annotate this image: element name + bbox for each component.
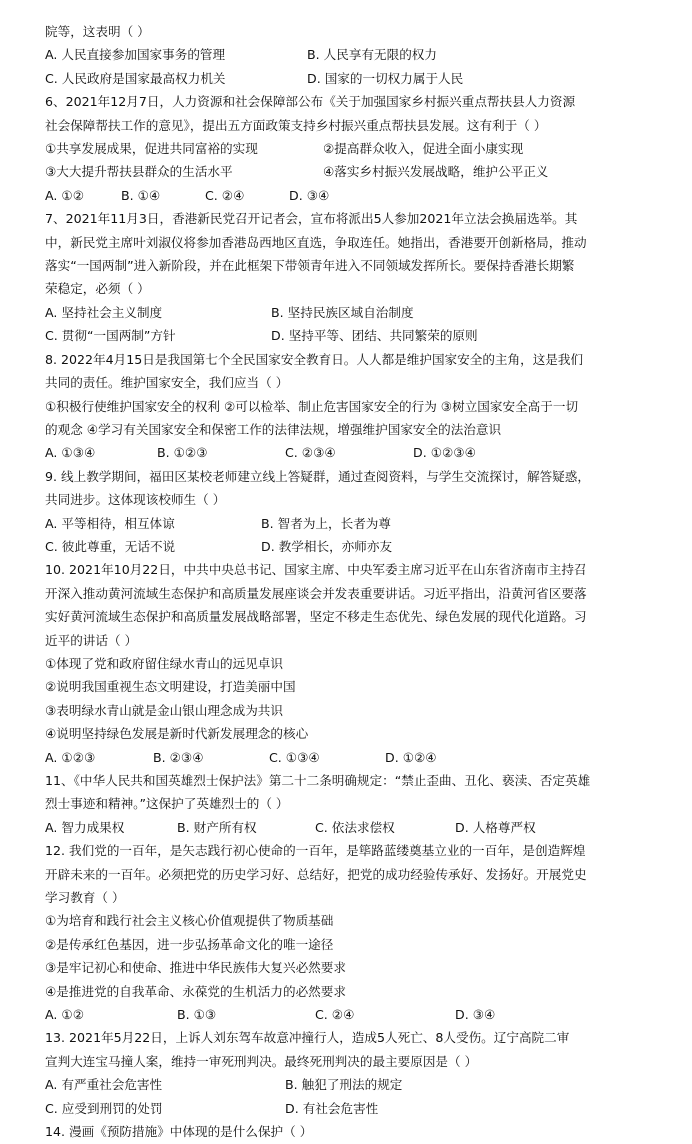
text-line: 烈士事迹和精神。”这保护了英雄烈士的（ ） xyxy=(45,796,289,812)
option-d: D. ③④ xyxy=(289,187,330,203)
statement: ④是推进党的自我革命、永葆党的生机活力的必然要求 xyxy=(45,983,346,999)
statement: ③是牢记初心和使命、推进中华民族伟大复兴必然要求 xyxy=(45,960,346,976)
option-a: A. ①③④ xyxy=(45,445,96,461)
option-a: A. ①② xyxy=(45,187,84,203)
options-row xyxy=(45,441,658,464)
option-c: C. 彼此尊重，无话不说 xyxy=(45,538,176,554)
option-b: B. 触犯了刑法的规定 xyxy=(285,1077,403,1093)
option-d: D. 国家的一切权力属于人民 xyxy=(307,70,464,86)
question-7: 7、2021年11月3日，香港新民党召开记者会，宣布将派出5人参加2021年立法会换届选举。其 xyxy=(45,211,578,227)
option-d: D. 有社会危害性 xyxy=(285,1100,379,1116)
option-a: A. 平等相待，相互体谅 xyxy=(45,515,175,531)
text-line: 荣稳定，必须（ ） xyxy=(45,281,150,297)
question-6: 6、2021年12月7日，人力资源和社会保障部公布《关于加强国家乡村振兴重点帮扶县人力资源 xyxy=(45,94,576,110)
option-b: B. 人民享有无限的权力 xyxy=(307,47,437,63)
option-c: C. 贯彻“一国两制”方针 xyxy=(45,328,176,344)
option-a: A. ①② xyxy=(45,1007,84,1023)
option-b: B. ①④ xyxy=(121,187,161,203)
text-line: 开辟未来的一百年。必须把党的历史学习好、总结好，把党的成功经验传承好、发扬好。开展党史 xyxy=(45,866,587,882)
options-row xyxy=(45,67,658,90)
option-a: A. 人民直接参加国家事务的管理 xyxy=(45,47,226,63)
statements-row xyxy=(45,137,658,160)
statement: ②提高群众收入，促进全面小康实现 xyxy=(323,141,524,157)
options-row xyxy=(45,1097,658,1120)
statement: ②说明我国重视生态文明建设，打造美丽中国 xyxy=(45,679,296,695)
question-8: 8. 2022年4月15日是我国第七个全民国家安全教育日。人人都是维护国家安全的主角，这是我们 xyxy=(45,351,584,367)
text-line: 中，新民党主席叶刘淑仪将参加香港岛西地区直选，争取连任。她指出，香港要开创新格局，推动 xyxy=(45,234,587,250)
statement: ③表明绿水青山就是金山银山理念成为共识 xyxy=(45,702,283,718)
text-line: 社会保障帮扶工作的意见》，提出五方面政策支持乡村振兴重点帮扶县发展。这有利于（ ） xyxy=(45,117,547,133)
text-line: 近平的讲话（ ） xyxy=(45,632,138,648)
text-line: ①积极行使维护国家安全的权利 ②可以检举、制止危害国家安全的行为 ③树立国家安全高于一切 xyxy=(45,398,579,414)
statement: ①体现了党和政府留住绿水青山的远见卓识 xyxy=(45,655,283,671)
statement: ①共享发展成果，促进共同富裕的实现 xyxy=(45,141,258,157)
statement: ③大大提升帮扶县群众的生活水平 xyxy=(45,164,233,180)
option-c: C. ②④ xyxy=(205,187,245,203)
option-b: B. ①③ xyxy=(177,1007,217,1023)
option-c: C. 人民政府是国家最高权力机关 xyxy=(45,70,226,86)
statement: ②是传承红色基因，进一步弘扬革命文化的唯一途径 xyxy=(45,936,334,952)
options-row xyxy=(45,184,658,207)
text-line: 共同进步。这体现该校师生（ ） xyxy=(45,492,226,508)
text-line: 共同的责任。维护国家安全，我们应当（ ） xyxy=(45,375,289,391)
option-b: B. ①②③ xyxy=(157,445,208,461)
option-b: B. 智者为上，长者为尊 xyxy=(261,515,391,531)
statement: ④落实乡村振兴发展战略，维护公平正义 xyxy=(323,164,549,180)
question-14: 14. 漫画《预防措施》中体现的是什么保护（ ） xyxy=(45,1124,313,1140)
options-row xyxy=(45,535,658,558)
option-a: A. 有严重社会危害性 xyxy=(45,1077,163,1093)
text-line: 开深入推动黄河流域生态保护和高质量发展座谈会并发表重要讲话。习近平指出，沿黄河省区要落 xyxy=(45,585,587,601)
question-10: 10. 2021年10月22日，中共中央总书记、国家主席、中央军委主席习近平在山东省济南市主持召 xyxy=(45,562,587,578)
options-row xyxy=(45,324,658,347)
option-c: C. 应受到刑罚的处罚 xyxy=(45,1100,163,1116)
options-row xyxy=(45,301,658,324)
statements-row xyxy=(45,160,658,183)
options-row xyxy=(45,1003,658,1026)
question-12: 12. 我们党的一百年，是矢志践行初心使命的一百年，是筚路蓝缕奠基立业的一百年，是创造辉煌 xyxy=(45,843,586,859)
options-row xyxy=(45,512,658,535)
option-c: C. ②③④ xyxy=(285,445,336,461)
option-d: D. ①②④ xyxy=(385,749,437,765)
option-c: C. ①③④ xyxy=(269,749,320,765)
option-b: B. 财产所有权 xyxy=(177,819,257,835)
text-line: 落实“一国两制”进入新阶段，并在此框架下带领青年进入不同领域发挥所长。要保持香港长期繁 xyxy=(45,258,575,274)
question-13: 13. 2021年5月22日，上诉人刘东驾车故意冲撞行人，造成5人死亡、8人受伤。辽宁高院二审 xyxy=(45,1030,570,1046)
option-b: B. 坚持民族区域自治制度 xyxy=(271,304,414,320)
option-b: B. ②③④ xyxy=(153,749,204,765)
statement: ①为培育和践行社会主义核心价值观提供了物质基础 xyxy=(45,913,334,929)
statement: ④说明坚持绿色发展是新时代新发展理念的核心 xyxy=(45,726,309,742)
option-a: A. ①②③ xyxy=(45,749,96,765)
option-c: C. ②④ xyxy=(315,1007,355,1023)
text-line: 院等，这表明（ ） xyxy=(45,24,150,39)
options-row xyxy=(45,1073,658,1096)
options-row xyxy=(45,816,658,839)
option-a: A. 坚持社会主义制度 xyxy=(45,304,163,320)
option-d: D. ③④ xyxy=(455,1007,496,1023)
question-11: 11、《中华人民共和国英雄烈士保护法》第二十二条明确规定：“禁止歪曲、丑化、亵渎、否定英雄 xyxy=(45,773,591,788)
options-row xyxy=(45,43,658,66)
option-d: D. 人格尊严权 xyxy=(455,819,536,835)
options-row xyxy=(45,746,658,769)
text-line: 的观念 ④学习有关国家安全和保密工作的法律法规，增强维护国家安全的法治意识 xyxy=(45,421,502,437)
question-9: 9. 线上教学期间，福田区某校老师建立线上答疑群，通过查阅资料，与学生交流探讨，解答疑惑， xyxy=(45,468,590,484)
option-d: D. 教学相长，亦师亦友 xyxy=(261,538,393,554)
text-line: 宣判大连宝马撞人案，维持一审死刑判决。最终死刑判决的最主要原因是（ ） xyxy=(45,1053,478,1069)
option-a: A. 智力成果权 xyxy=(45,819,125,835)
option-d: D. ①②③④ xyxy=(413,445,476,461)
option-d: D. 坚持平等、团结、共同繁荣的原则 xyxy=(271,328,478,344)
option-c: C. 依法求偿权 xyxy=(315,819,395,835)
text-line: 实好黄河流域生态保护和高质量发展战略部署，坚定不移走生态优先、绿色发展的现代化道路。习 xyxy=(45,609,587,625)
text-line: 学习教育（ ） xyxy=(45,890,125,906)
